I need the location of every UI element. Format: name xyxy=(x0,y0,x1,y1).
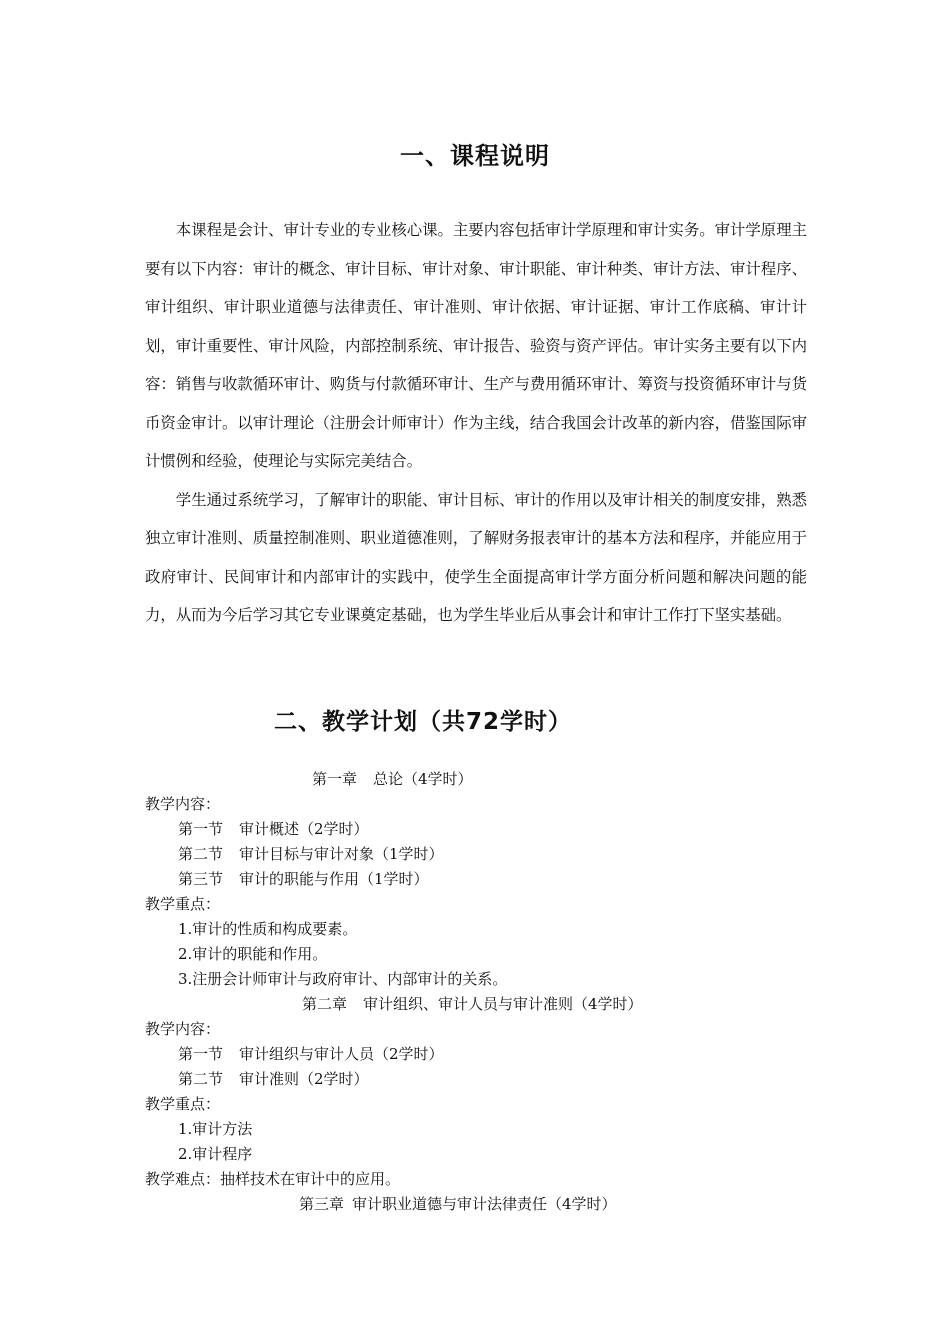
section-label: 第二节 xyxy=(178,1070,224,1088)
section-2-heading: 二、教学计划（共72学时） xyxy=(274,709,573,735)
key-points-label: 教学重点： xyxy=(145,1095,221,1113)
course-description xyxy=(145,211,807,635)
section-title: 审计目标与审计对象（1学时） xyxy=(239,845,444,863)
key-point: 2.审计程序 xyxy=(178,1145,253,1163)
key-points-label: 教学重点： xyxy=(145,895,221,913)
section-item xyxy=(145,867,807,892)
chapter-1-heading xyxy=(145,767,807,792)
section-title: 审计的职能与作用（1学时） xyxy=(239,870,429,888)
section-title: 审计组织与审计人员（2学时） xyxy=(239,1045,444,1063)
section-item xyxy=(145,1042,807,1067)
section-label: 第三节 xyxy=(178,870,224,888)
section-item xyxy=(145,1067,807,1092)
chapter-label: 第一章 xyxy=(312,770,358,788)
chapter-title: 总论（4学时） xyxy=(373,770,473,788)
key-point: 1.审计方法 xyxy=(178,1120,253,1138)
section-label: 第一节 xyxy=(178,1045,224,1063)
chapter-title: 审计职业道德与审计法律责任（4学时） xyxy=(352,1195,617,1213)
chapter-2-heading xyxy=(145,992,807,1017)
intro-paragraph-1: 本课程是会计、审计专业的专业核心课。主要内容包括审计学原理和审计实务。审计学原理主要有以下内容：审计的概念、审计目标、审计对象、审计职能、审计种类、审计方法、审计程序、审计组织、审计职业道德与法律责任、审计准则、审计依据、审计证据、审计工作底稿、审计计划，审计重要性、审计风险，内部控制系统、审计报告、验资与资产评估。审计实务主要有以下内容：销售与收款循环审计、购货与付款循环审计、生产与费用循环审计、筹资与投资循环审计与货币资金审计。以审计理论（注册会计师审计）作为主线，结合我国会计改革的新内容，借鉴国际审计惯例和经验，使理论与实际完美结合。 xyxy=(145,221,807,470)
section-1-heading: 一、课程说明 xyxy=(400,142,550,170)
teaching-plan xyxy=(145,767,807,1217)
key-point: 2.审计的职能和作用。 xyxy=(178,945,328,963)
section-label: 第一节 xyxy=(178,820,224,838)
section-label: 第二节 xyxy=(178,845,224,863)
key-point: 3.注册会计师审计与政府审计、内部审计的关系。 xyxy=(178,970,508,988)
chapter-3-heading xyxy=(145,1192,807,1217)
chapter-label: 第二章 xyxy=(302,995,348,1013)
section-item xyxy=(145,817,807,842)
section-title: 审计准则（2学时） xyxy=(239,1070,369,1088)
intro-paragraph-2: 学生通过系统学习，了解审计的职能、审计目标、审计的作用以及审计相关的制度安排，熟悉独立审计准则、质量控制准则、职业道德准则，了解财务报表审计的基本方法和程序，并能应用于政府审计、民间审计和内部审计的实践中，使学生全面提高审计学方面分析问题和解决问题的能力，从而为今后学习其它专业课奠定基础，也为学生毕业后从事会计和审计工作打下坚实基础。 xyxy=(145,490,807,624)
section-item xyxy=(145,842,807,867)
key-point: 1.审计的性质和构成要素。 xyxy=(178,920,358,938)
chapter-title: 审计组织、审计人员与审计准则（4学时） xyxy=(363,995,643,1013)
content-label: 教学内容： xyxy=(145,1020,221,1038)
difficulty-line: 教学难点：抽样技术在审计中的应用。 xyxy=(145,1170,401,1188)
section-title: 审计概述（2学时） xyxy=(239,820,369,838)
chapter-label: 第三章 xyxy=(299,1195,345,1213)
content-label: 教学内容： xyxy=(145,795,221,813)
